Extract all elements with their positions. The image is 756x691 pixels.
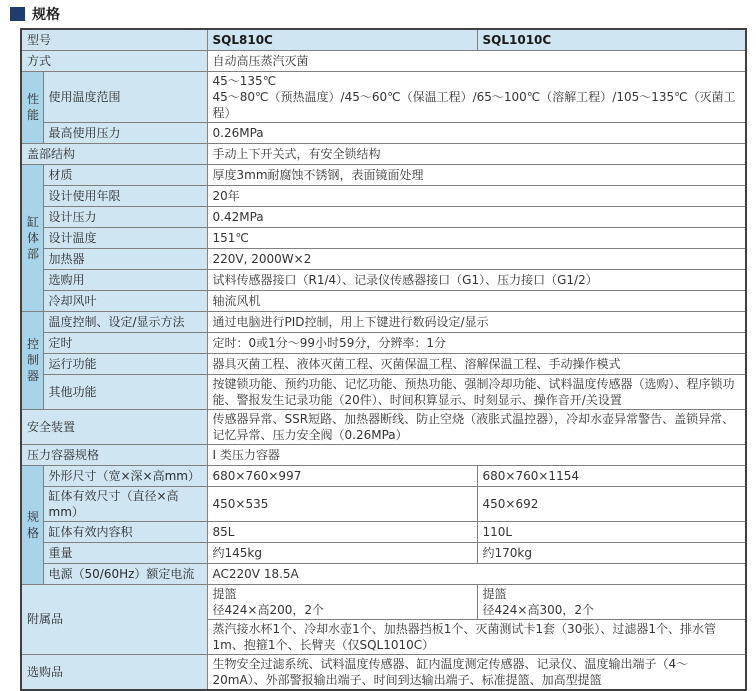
- material-label: 材质: [43, 164, 207, 185]
- chamber-size-label: 缸体有效尺寸（直径×高mm）: [43, 486, 207, 521]
- row-method: [21, 50, 746, 71]
- basket2-line2: 径424×高300，2个: [482, 602, 595, 617]
- temp-range-line1: 45～135℃: [212, 73, 277, 88]
- capacity-v2: 110L: [477, 521, 746, 542]
- outer-size-label: 外形尺寸（宽×深×高mm）: [43, 465, 207, 486]
- optional-ports-label: 选购用: [43, 269, 207, 290]
- row-design-pressure: [21, 206, 746, 227]
- row-temp-range: [21, 71, 746, 122]
- design-temp-value: 151℃: [207, 227, 746, 248]
- row-chamber-size: [21, 486, 746, 521]
- accessories-basket2: [477, 584, 746, 619]
- capacity-label: 缸体有效内容积: [43, 521, 207, 542]
- outer-size-v2: 680×760×1154: [477, 465, 746, 486]
- row-cooling-fan: [21, 290, 746, 311]
- other-functions-value: 按键锁功能、预约功能、记忆功能、预热功能、强制冷却功能、试料温度传感器（选购）、程序锁功能、警报发生记录功能（20件）、时间积算显示、时刻显示、操作音开/关设置: [207, 374, 746, 409]
- timer-label: 定时: [43, 332, 207, 353]
- basket2-line1: 提篮: [482, 586, 507, 601]
- chamber-size-v1: 450×535: [207, 486, 477, 521]
- weight-v2: 约170kg: [477, 542, 746, 563]
- method-label: 方式: [21, 50, 207, 71]
- accessories-label: 附属品: [21, 584, 207, 654]
- method-value: 自动高压蒸汽灭菌: [207, 50, 746, 71]
- options-label: 选购品: [21, 654, 207, 690]
- temp-range-label: 使用温度范围: [43, 71, 207, 122]
- row-model: [21, 29, 746, 50]
- page-title: 规格: [32, 7, 60, 23]
- row-options: [21, 654, 746, 690]
- outer-size-v1: 680×760×997: [207, 465, 477, 486]
- safety-label: 安全装置: [21, 409, 207, 444]
- lid-value: 手动上下开关式，有安全锁结构: [207, 143, 746, 164]
- group-body: 缸体部: [21, 164, 43, 311]
- basket1-line2: 径424×高200，2个: [212, 602, 325, 617]
- accessories-common-value: 蒸汽接水杯1个、冷却水壶1个、加热器挡板1个、灭菌测试卡1套（30张）、过滤器1个、排水管1m、抱箍1个、长臂夹（仅SQL1010C）: [207, 619, 746, 654]
- material-value: 厚度3mm耐腐蚀不锈钢，表面镜面处理: [207, 164, 746, 185]
- row-design-temp: [21, 227, 746, 248]
- accessories-basket1: [207, 584, 477, 619]
- options-value: 生物安全过滤系统、试料温度传感器、缸内温度测定传感器、记录仪、温度输出端子（4～20mA）、外部警报输出端子、时间到达输出端子、标准提篮、加高型提篮: [207, 654, 746, 690]
- row-other-functions: [21, 374, 746, 409]
- row-run-functions: [21, 353, 746, 374]
- row-timer: [21, 332, 746, 353]
- title-square-icon: [10, 7, 25, 21]
- design-pressure-value: 0.42MPa: [207, 206, 746, 227]
- page-title-bar: [10, 4, 748, 24]
- design-life-value: 20年: [207, 185, 746, 206]
- group-dimensions: 规格: [21, 465, 43, 584]
- row-material: [21, 164, 746, 185]
- temp-control-value: 通过电脑进行PID控制，用上下键进行数码设定/显示: [207, 311, 746, 332]
- safety-value: 传感器异常、SSR短路、加热器断线、防止空烧（液胀式温控器），冷却水壶异常警告、盖锁异常、记忆异常、压力安全阀（0.26MPa）: [207, 409, 746, 444]
- row-safety: [21, 409, 746, 444]
- row-weight: [21, 542, 746, 563]
- lid-label: 盖部结构: [21, 143, 207, 164]
- basket1-line1: 提篮: [212, 586, 237, 601]
- design-pressure-label: 设计压力: [43, 206, 207, 227]
- row-max-pressure: [21, 122, 746, 143]
- temp-range-value: [207, 71, 746, 122]
- row-capacity: [21, 521, 746, 542]
- heater-label: 加热器: [43, 248, 207, 269]
- row-temp-control: [21, 311, 746, 332]
- cooling-fan-label: 冷却风叶: [43, 290, 207, 311]
- spec-table: [20, 28, 747, 691]
- row-outer-size: [21, 465, 746, 486]
- max-pressure-label: 最高使用压力: [43, 122, 207, 143]
- model1-value: SQL810C: [207, 29, 477, 50]
- row-power: [21, 563, 746, 584]
- group-controller: 控制器: [21, 311, 43, 409]
- vessel-class-label: 压力容器规格: [21, 444, 207, 465]
- model2-value: SQL1010C: [477, 29, 746, 50]
- design-temp-label: 设计温度: [43, 227, 207, 248]
- cooling-fan-value: 轴流风机: [207, 290, 746, 311]
- row-optional-ports: [21, 269, 746, 290]
- design-life-label: 设计使用年限: [43, 185, 207, 206]
- run-functions-label: 运行功能: [43, 353, 207, 374]
- max-pressure-value: 0.26MPa: [207, 122, 746, 143]
- run-functions-value: 器具灭菌工程、液体灭菌工程、灭菌保温工程、溶解保温工程、手动操作模式: [207, 353, 746, 374]
- group-performance: 性能: [21, 71, 43, 143]
- power-label: 电源（50/60Hz）额定电流: [43, 563, 207, 584]
- vessel-class-value: I 类压力容器: [207, 444, 746, 465]
- optional-ports-value: 试料传感器接口（R1/4）、记录仪传感器接口（G1）、压力接口（G1/2）: [207, 269, 746, 290]
- row-lid: [21, 143, 746, 164]
- row-heater: [21, 248, 746, 269]
- temp-control-label: 温度控制、设定/显示方法: [43, 311, 207, 332]
- row-accessories-baskets: [21, 584, 746, 619]
- other-functions-label: 其他功能: [43, 374, 207, 409]
- model-label: 型号: [21, 29, 207, 50]
- heater-value: 220V, 2000W×2: [207, 248, 746, 269]
- temp-range-line2: 45～80℃（预热温度）/45～60℃（保温工程）/65～100℃（溶解工程）/105～135℃（灭菌工程）: [212, 89, 736, 120]
- power-value: AC220V 18.5A: [207, 563, 746, 584]
- row-design-life: [21, 185, 746, 206]
- weight-v1: 约145kg: [207, 542, 477, 563]
- chamber-size-v2: 450×692: [477, 486, 746, 521]
- row-vessel-class: [21, 444, 746, 465]
- timer-value: 定时：0或1分～99小时59分，分辨率：1分: [207, 332, 746, 353]
- weight-label: 重量: [43, 542, 207, 563]
- capacity-v1: 85L: [207, 521, 477, 542]
